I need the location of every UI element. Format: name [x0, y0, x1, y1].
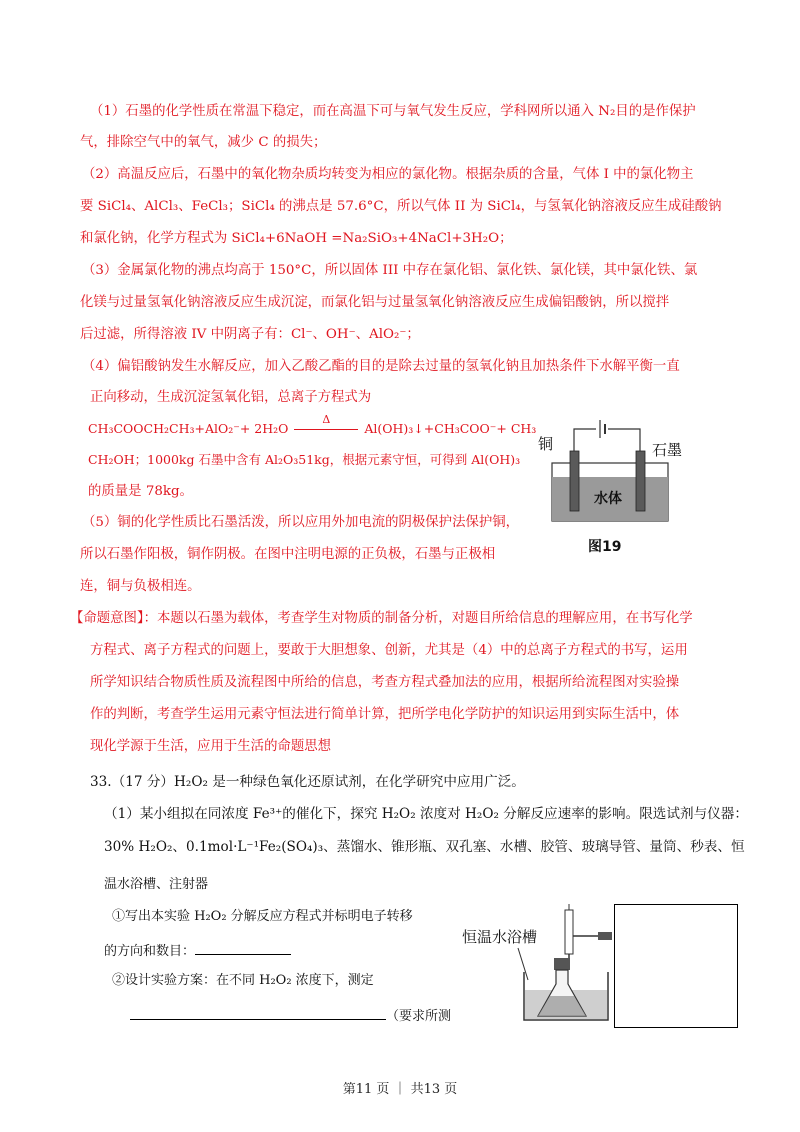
answer-p1-line2: 气，排除空气中的氧气，减少 C 的损失； — [80, 135, 327, 150]
page-footer: 第11 页 ｜ 共13 页 — [342, 1082, 458, 1097]
heat-symbol: Δ — [322, 413, 331, 426]
q33-line6-text: 的方向和数目： — [104, 944, 196, 959]
answer-p5-line1: （5）铜的化学性质比石墨活泼，所以应用外加电流的阴极保护法保护铜， — [82, 515, 520, 530]
q33-line4: 温水浴槽、注射器 — [104, 877, 209, 892]
drawing-answer-box[interactable] — [614, 904, 738, 1028]
q33-line3: 30% H₂O₂、0.1mol·L⁻¹Fe₂(SO₄)₃、蒸馏水、锥形瓶、双孔塞、水槽、胶管、玻璃导管、量筒、秒表、恒 — [104, 839, 745, 855]
copper-label: 铜 — [538, 435, 554, 453]
figure19-caption: 图19 — [588, 539, 622, 555]
answer-blank-2[interactable] — [130, 1005, 386, 1020]
water-label: 水体 — [594, 491, 622, 507]
rubber-hose — [598, 932, 612, 940]
syringe — [565, 910, 573, 954]
intent-line4: 作的判断，考查学生运用元素守恒法进行简单计算，把所学电化学防护的知识运用到实际生活中，体 — [90, 707, 680, 722]
q33-line1: 33.（17 分）H₂O₂ 是一种绿色氧化还原试剂，在化学研究中应用广泛。 — [90, 774, 525, 790]
water-bath-apparatus — [460, 900, 620, 1028]
wire-left — [574, 429, 596, 453]
answer-p5-line2: 所以石墨作阳极，铜作阴极。在图中注明电源的正负极，石墨与正极相 — [80, 547, 496, 562]
q33-line7: ②设计实验方案：在不同 H₂O₂ 浓度下，测定 — [112, 973, 374, 988]
answer-p2-line1: （2）高温反应后，石墨中的氧化物杂质均转变为相应的氯化物。根据杂质的含量，气体 I 中的氯化物主 — [82, 167, 694, 182]
answer-p3-line1: （3）金属氯化物的沸点均高于 150°C，所以固体 III 中存在氯化铝、氯化铁、氯化镁，其中氯化铁、氯 — [82, 263, 698, 278]
heat-arrow — [292, 413, 360, 438]
answer-p3-line3: 后过滤，所得溶液 IV 中阴离子有：Cl⁻、OH⁻、AlO₂⁻； — [80, 327, 420, 342]
intent-line3: 所学知识结合物质性质及流程图中所给的信息，考查方程式叠加法的应用，根据所给流程图对实验操 — [90, 675, 680, 690]
copper-electrode — [570, 451, 579, 511]
intent-line5: 现化学源于生活，应用于生活的命题思想 — [90, 739, 332, 754]
answer-p4-line1: （4）偏铝酸钠发生水解反应，加入乙酸乙酯的目的是除去过量的氢氧化钠且加热条件下水解平衡一直 — [82, 359, 680, 374]
answer-p3-line2: 化镁与过量氢氧化钠溶液反应生成沉淀，而氯化铝与过量氢氧化钠溶液反应生成偏铝酸钠，所以搅拌 — [80, 295, 670, 310]
answer-p4-line4: CH₂OH；1000kg 石墨中含有 Al₂O₃51kg，根据元素守恒，可得到 Al(OH)₃ — [88, 452, 521, 467]
bath-label: 恒温水浴槽 — [462, 928, 538, 946]
graphite-electrode — [636, 451, 645, 511]
answer-p5-line3: 连，铜与负极相连。 — [80, 579, 201, 594]
q33-line8-text: （要求所测 — [386, 1009, 452, 1024]
equation-right: Al(OH)₃↓+CH₃COO⁻+ CH₃ — [364, 421, 537, 436]
intent-line1: 【命题意图】：本题以石墨为载体，考查学生对物质的制备分析，对题目所给信息的理解应用，在书写化学 — [70, 611, 693, 626]
q33-line6 — [104, 940, 291, 961]
answer-p1-line1: （1）石墨的化学性质在常温下稳定，而在高温下可与氧气发生反应，学科网所以通入 N₂目的是作保护 — [90, 104, 696, 119]
answer-p4-line5: 的质量是 78kg。 — [88, 484, 193, 499]
answer-blank-1[interactable] — [195, 940, 291, 955]
answer-p2-line3: 和氯化钠，化学方程式为 SiCl₄+6NaOH =Na₂SiO₃+4NaCl+3H₂O； — [80, 231, 513, 246]
answer-p4-line2: 正向移动，生成沉淀氢氧化铝，总离子方程式为 — [90, 390, 372, 405]
stopper — [554, 958, 570, 970]
answer-p2-line2: 要 SiCl₄、AlCl₃、FeCl₃；SiCl₄ 的沸点是 57.6°C，所以气体 II 为 SiCl₄，与氢氧化钠溶液反应生成硅酸钠 — [80, 199, 722, 214]
q33-line5: ①写出本实验 H₂O₂ 分解反应方程式并标明电子转移 — [112, 909, 413, 924]
answer-p4-equation — [88, 413, 537, 438]
graphite-label: 石墨 — [652, 441, 683, 459]
figure19-diagram — [530, 405, 690, 565]
intent-line2: 方程式、离子方程式的问题上，要敢于大胆想象、创新，尤其是（4）中的总离子方程式的书写，运用 — [90, 643, 688, 658]
q33-line8 — [130, 1005, 451, 1026]
equation-left: CH₃COOCH₂CH₃+AlO₂⁻+ 2H₂O — [88, 421, 289, 436]
q33-line2: （1）某小组拟在同浓度 Fe³⁺的催化下，探究 H₂O₂ 浓度对 H₂O₂ 分解反应速率的影响。限选试剂与仪器： — [104, 806, 748, 822]
bath-pointer — [518, 948, 528, 980]
wire-right — [608, 429, 640, 453]
